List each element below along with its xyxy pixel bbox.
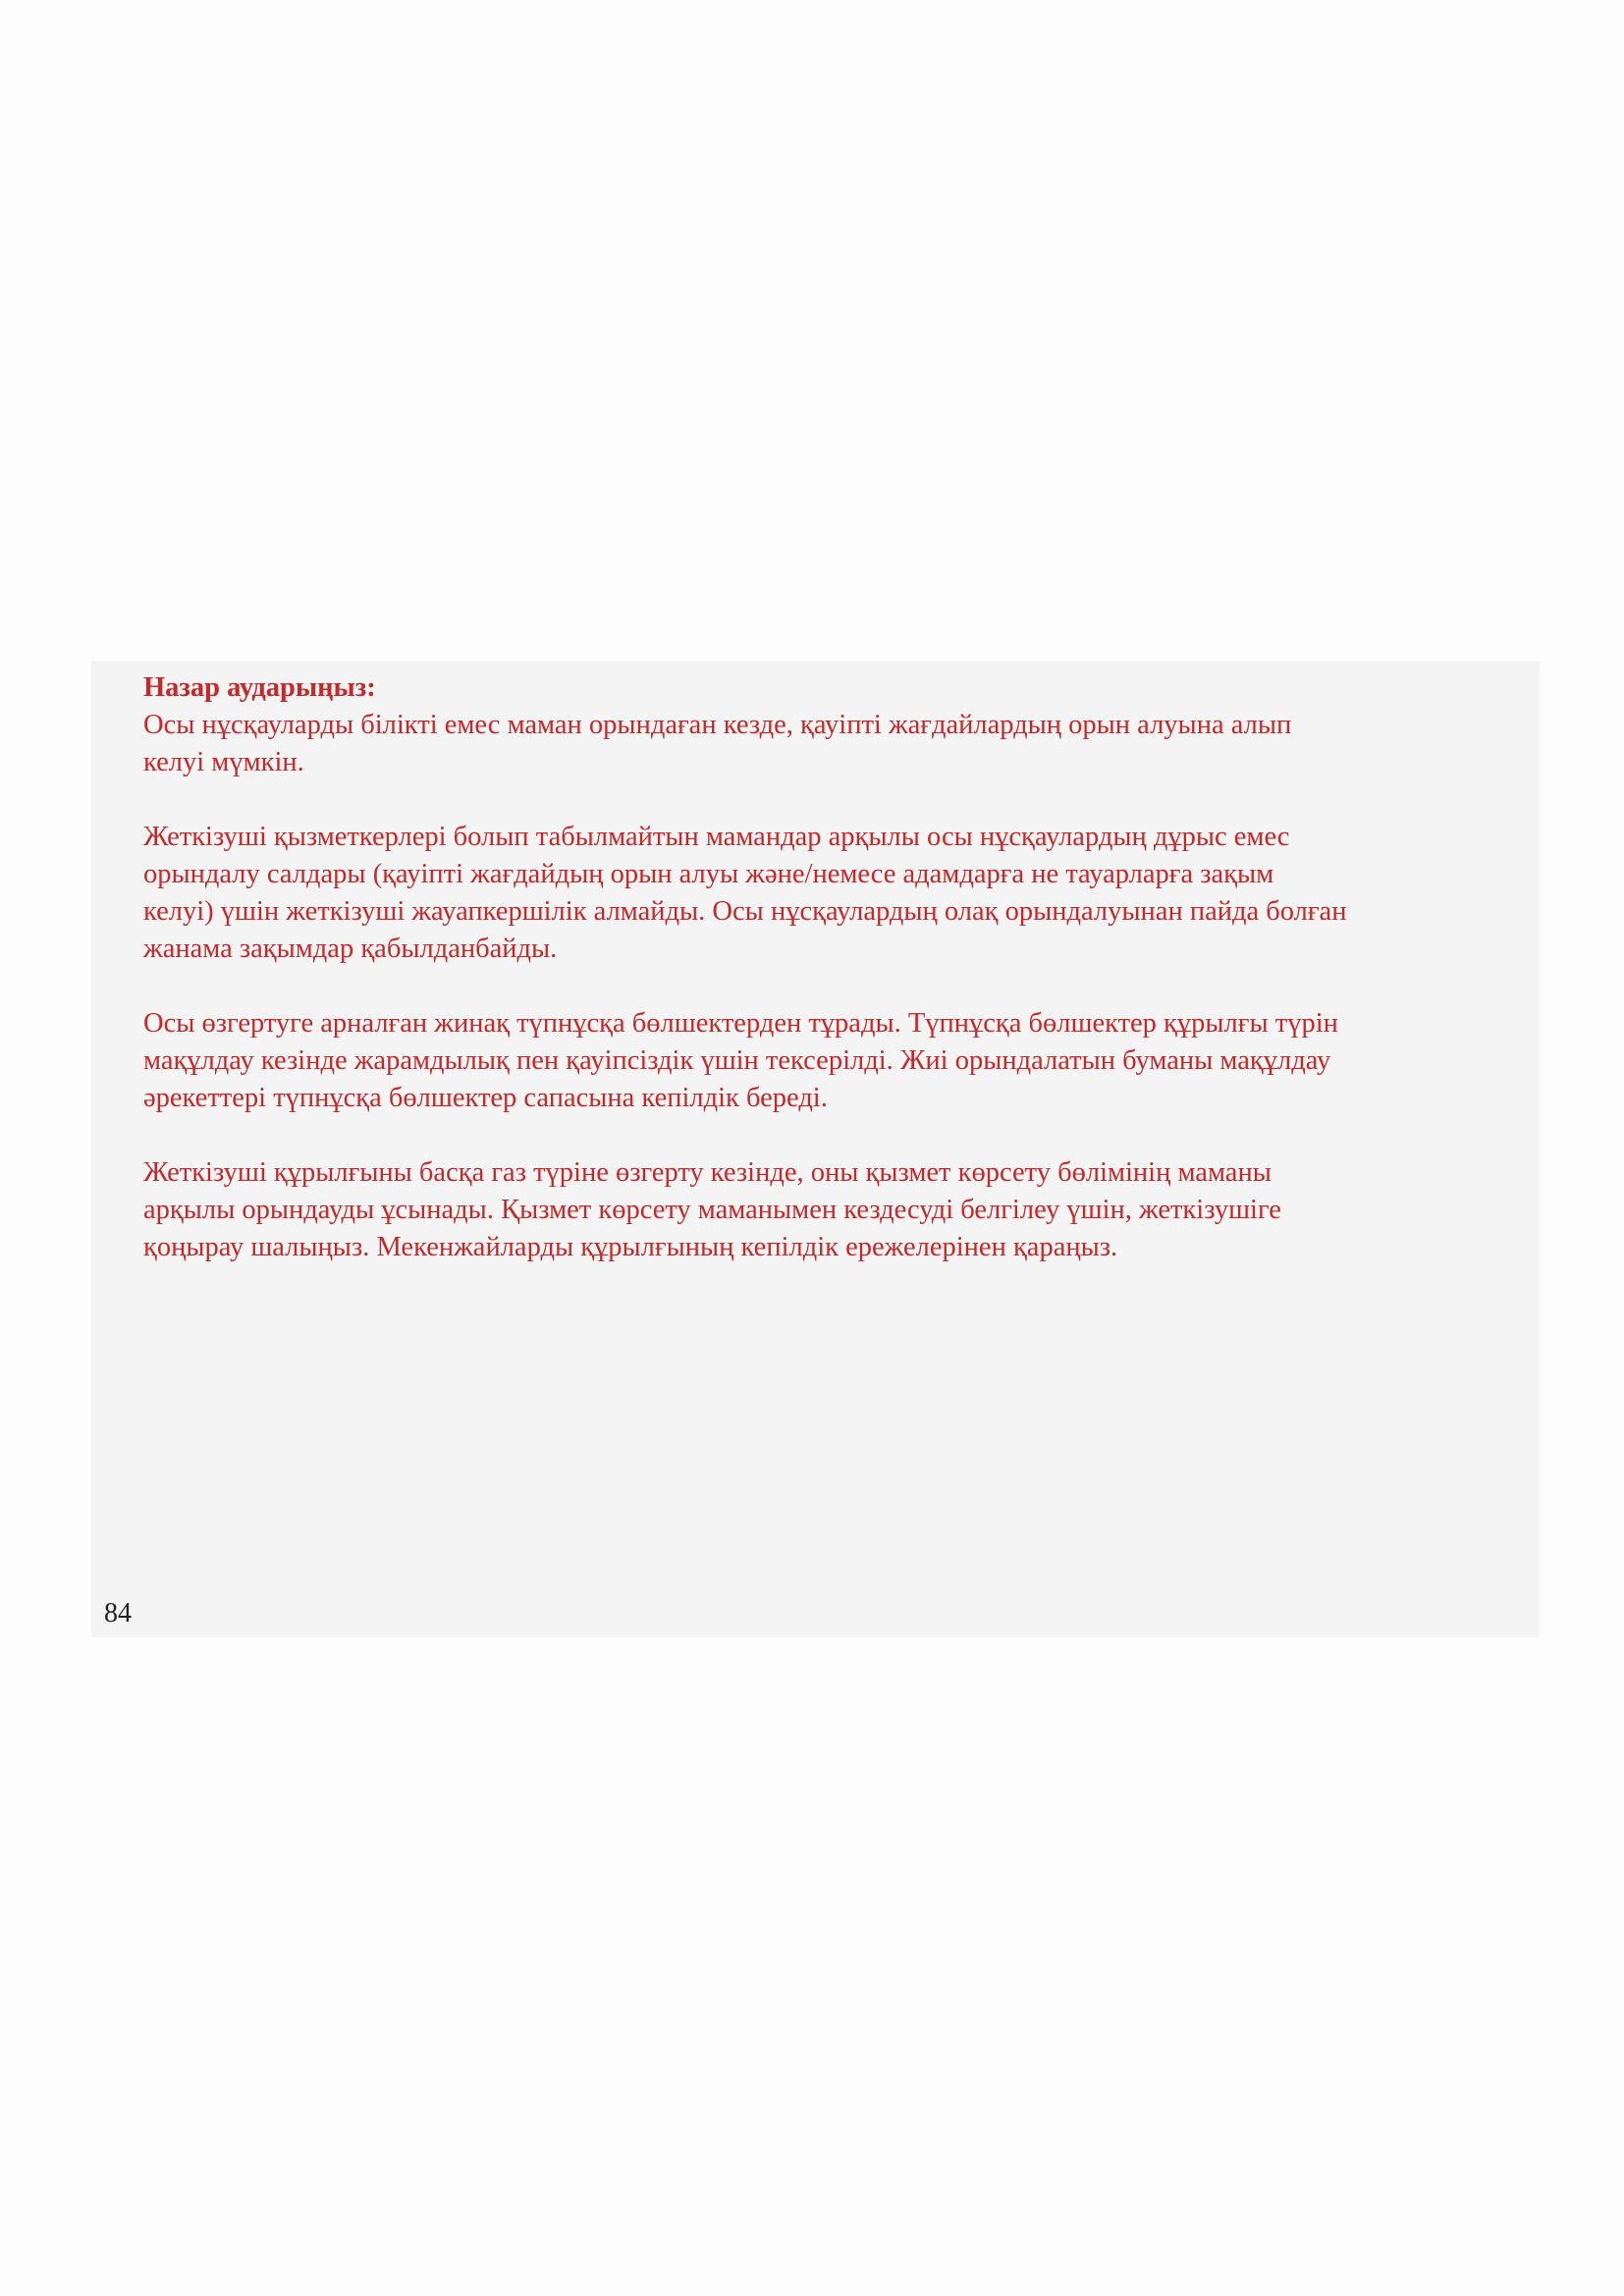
paragraph-line: Жеткізуші құрылғыны басқа газ түріне өзгерту кезінде, оны қызмет көрсету бөлімінің маманы — [143, 1157, 1272, 1188]
paragraph-line: әрекеттері түпнұсқа бөлшектер сапасына кепілдік береді. — [143, 1083, 828, 1113]
paragraph-line: Осы нұсқауларды білікті емес маман орындаған кезде, қауіпті жағдайлардың орын алуына алып — [143, 710, 1292, 740]
notice-content — [143, 669, 1518, 1304]
notice-heading: Назар аударыңыз: — [143, 672, 376, 703]
paragraph-line: қоңырау шалыңыз. Мекенжайларды құрылғының кепілдік ережелерінен қараңыз. — [143, 1232, 1118, 1262]
notice-paragraph-3 — [143, 1005, 1518, 1117]
paragraph-line: жанама зақымдар қабылданбайды. — [143, 934, 558, 964]
notice-paragraph-2 — [143, 819, 1518, 968]
page-number: 84 — [104, 1598, 132, 1629]
notice-panel — [91, 661, 1540, 1637]
paragraph-line: мақұлдау кезінде жарамдылық пен қауіпсіздік үшін тексерілді. Жиі орындалатын буманы мақұлдау — [143, 1045, 1331, 1076]
notice-paragraph-1 — [143, 707, 1518, 781]
paragraph-line: келуі мүмкін. — [143, 747, 304, 777]
paragraph-line: Жеткізуші қызметкерлері болып табылмайтын мамандар арқылы осы нұсқаулардың дұрыс емес — [143, 822, 1290, 852]
paragraph-line: келуі) үшін жеткізуші жауапкершілік алмайды. Осы нұсқаулардың олақ орындалуынан пайда болған — [143, 896, 1347, 927]
paragraph-line: орындалу салдары (қауіпті жағдайдың орын алуы және/немесе адамдарға не тауарларға зақым — [143, 859, 1274, 889]
notice-paragraph-4 — [143, 1154, 1518, 1266]
paragraph-line: Осы өзгертуге арналған жинақ түпнұсқа бөлшектерден тұрады. Түпнұсқа бөлшектер құрылғы түрін — [143, 1008, 1338, 1039]
paragraph-line: арқылы орындауды ұсынады. Қызмет көрсету маманымен кездесуді белгілеу үшін, жеткізушіге — [143, 1195, 1281, 1225]
